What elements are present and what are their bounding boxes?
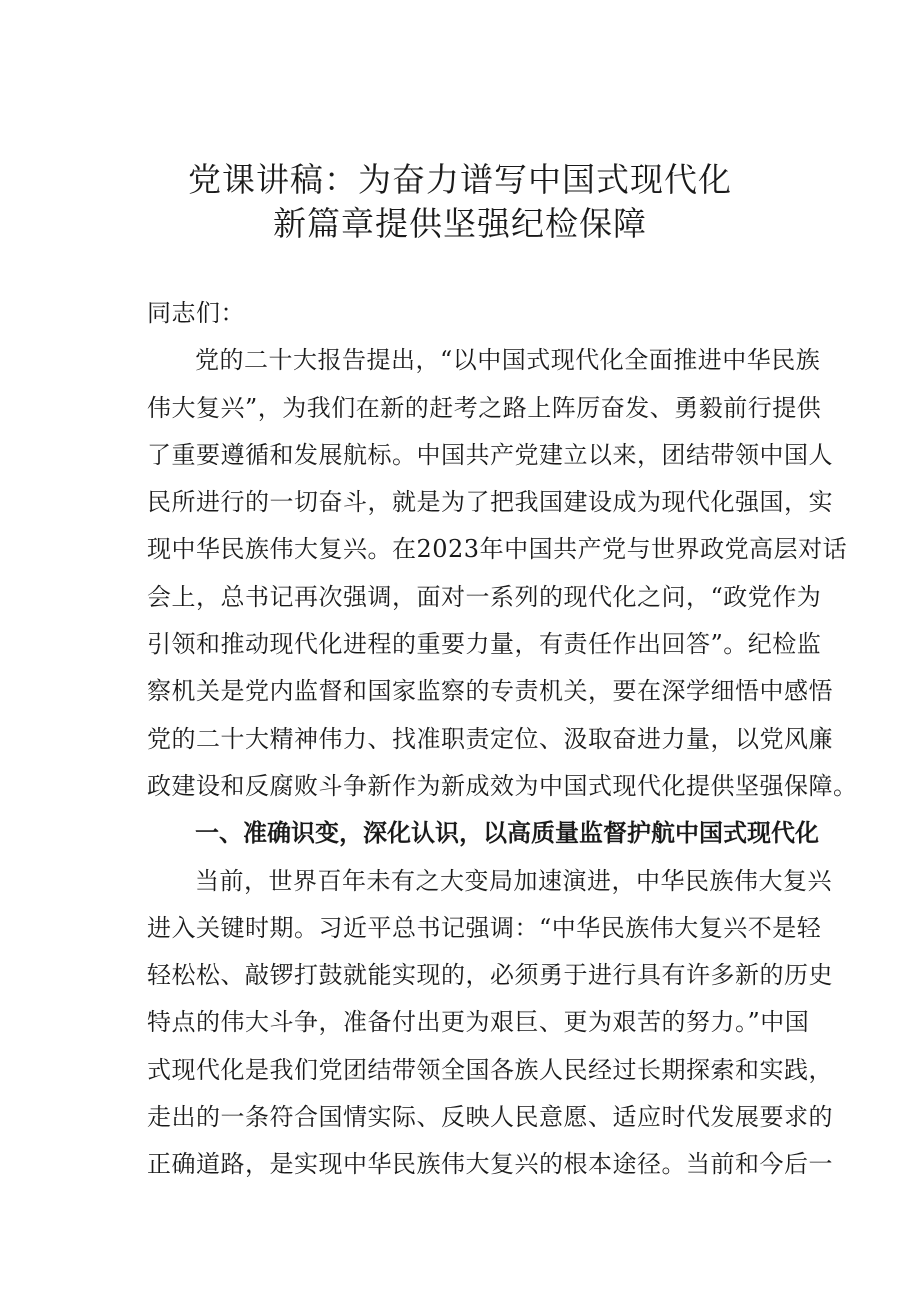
paragraph-2-line: 轻松松、敲锣打鼓就能实现的，必须勇于进行具有许多新的历史	[147, 961, 833, 990]
paragraph-1-line: 了重要遵循和发展航标。中国共产党建立以来，团结带领中国人	[147, 440, 833, 469]
paragraph-2-line: 式现代化是我们党团结带领全国各族人民经过长期探索和实践，	[147, 1055, 833, 1084]
paragraph-2-line: 走出的一条符合国情实际、反映人民意愿、适应时代发展要求的	[147, 1103, 833, 1132]
document-body	[147, 290, 858, 1189]
paragraph-1-line: 伟大复兴”，为我们在新的赶考之路上阵厉奋发、勇毅前行提供	[147, 393, 822, 422]
paragraph-1-line: 党的二十大精神伟力、找准职责定位、汲取奋进力量，以党风廉	[147, 724, 833, 753]
document-title	[0, 158, 920, 246]
paragraph-1-line: 察机关是党内监督和国家监察的专责机关，要在深学细悟中感悟	[147, 677, 833, 706]
salutation: 同志们：	[147, 299, 245, 327]
paragraph-2-line: 当前，世界百年未有之大变局加速演进，中华民族伟大复兴	[195, 866, 832, 895]
paragraph-1-line: 会上，总书记再次强调，面对一系列的现代化之问，“政党作为	[147, 582, 822, 611]
title-line-2: 新篇章提供坚强纪检保障	[273, 204, 647, 243]
paragraph-2-line: 进入关键时期。习近平总书记强调：“中华民族伟大复兴不是轻	[147, 913, 822, 942]
paragraph-2-line: 正确道路，是实现中华民族伟大复兴的根本途径。当前和今后一	[147, 1150, 833, 1179]
paragraph-1-line: 现中华民族伟大复兴。在2023年中国共产党与世界政党高层对话	[147, 535, 848, 564]
paragraph-1-line: 民所进行的一切奋斗，就是为了把我国建设成为现代化强国，实	[147, 488, 833, 517]
paragraph-2-line: 特点的伟大斗争，准备付出更为艰巨、更为艰苦的努力。”中国	[147, 1008, 810, 1037]
section-heading-1: 一、准确识变，深化认识，以高质量监督护航中国式现代化	[195, 819, 819, 848]
title-line-1: 党课讲稿：为奋力谱写中国式现代化	[188, 160, 732, 199]
paragraph-1-line: 党的二十大报告提出，“以中国式现代化全面推进中华民族	[195, 346, 821, 375]
paragraph-1-line: 引领和推动现代化进程的重要力量，有责任作出回答”。纪检监	[147, 630, 822, 659]
paragraph-1-line: 政建设和反腐败斗争新作为新成效为中国式现代化提供坚强保障。	[147, 771, 858, 800]
